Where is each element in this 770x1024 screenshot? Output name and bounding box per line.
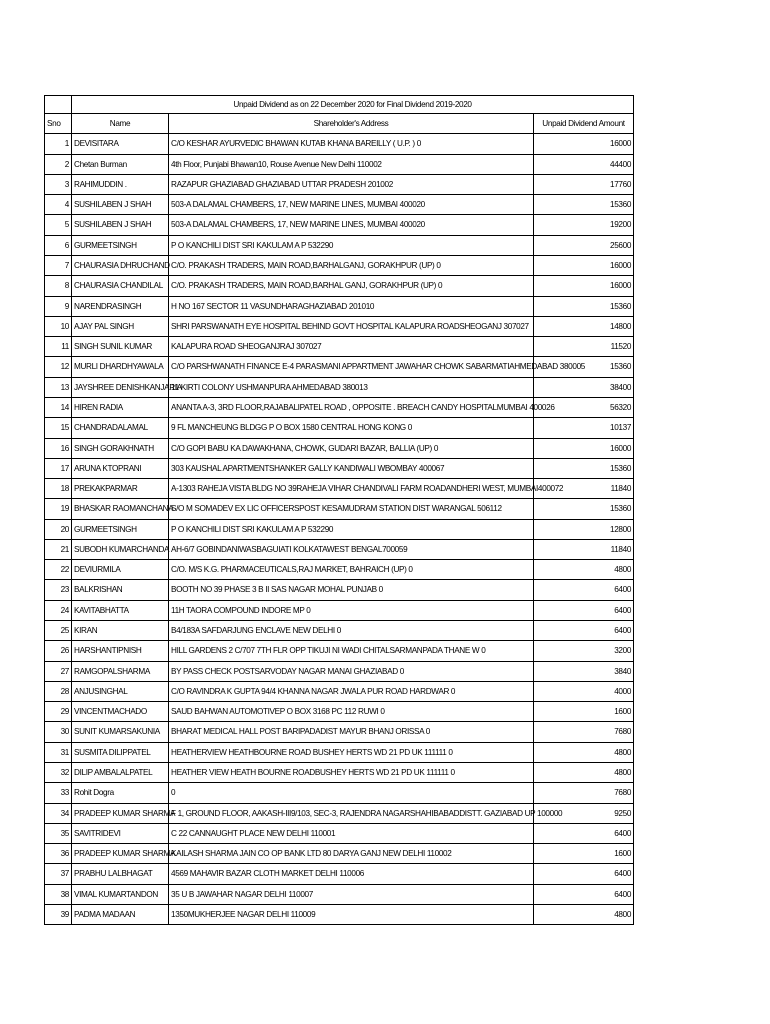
cell-name: DILIP AMBALALPATEL — [72, 763, 169, 783]
table-row — [45, 458, 634, 478]
cell-sno: 39 — [45, 904, 72, 924]
cell-sno: 24 — [45, 600, 72, 620]
header-address: Shareholder's Address — [169, 114, 534, 134]
cell-amount: 56320 — [534, 397, 634, 417]
cell-address: 0 — [169, 783, 534, 803]
table-row — [45, 580, 634, 600]
cell-name: RAHIMUDDIN . — [72, 174, 169, 194]
cell-amount: 16000 — [534, 255, 634, 275]
cell-name: VINCENTMACHADO — [72, 702, 169, 722]
cell-address: RAZAPUR GHAZIABAD GHAZIABAD UTTAR PRADESH 201002 — [169, 174, 534, 194]
cell-sno: 25 — [45, 621, 72, 641]
cell-sno: 18 — [45, 479, 72, 499]
cell-name: KIRAN — [72, 621, 169, 641]
table-row — [45, 377, 634, 397]
table-row — [45, 681, 634, 701]
cell-name: Rohit Dogra — [72, 783, 169, 803]
cell-amount: 11520 — [534, 337, 634, 357]
cell-sno: 23 — [45, 580, 72, 600]
cell-amount: 16000 — [534, 134, 634, 154]
cell-amount: 3200 — [534, 641, 634, 661]
cell-sno: 30 — [45, 722, 72, 742]
cell-name: GURMEETSINGH — [72, 235, 169, 255]
cell-name: BHASKAR RAOMANCHANA — [72, 499, 169, 519]
cell-amount: 6400 — [534, 580, 634, 600]
cell-address: BOOTH NO 39 PHASE 3 B II SAS NAGAR MOHAL PUNJAB 0 — [169, 580, 534, 600]
table-row — [45, 702, 634, 722]
cell-amount: 6400 — [534, 884, 634, 904]
cell-sno: 29 — [45, 702, 72, 722]
cell-address: C/O KESHAR AYURVEDIC BHAWAN KUTAB KHANA BAREILLY ( U.P. ) 0 — [169, 134, 534, 154]
cell-name: CHAURASIA CHANDILAL — [72, 276, 169, 296]
cell-address: 303 KAUSHAL APARTMENTSHANKER GALLY KANDIWALI WBOMBAY 400067 — [169, 458, 534, 478]
table-row — [45, 844, 634, 864]
header-sno: Sno — [45, 114, 72, 134]
cell-sno: 6 — [45, 235, 72, 255]
cell-sno: 27 — [45, 661, 72, 681]
cell-sno: 22 — [45, 560, 72, 580]
cell-amount: 44400 — [534, 154, 634, 174]
cell-name: SINGH GORAKHNATH — [72, 438, 169, 458]
cell-sno: 5 — [45, 215, 72, 235]
cell-address: C/O RAVINDRA K GUPTA 94/4 KHANNA NAGAR JWALA PUR ROAD HARDWAR 0 — [169, 681, 534, 701]
cell-amount: 4800 — [534, 763, 634, 783]
cell-amount: 6400 — [534, 621, 634, 641]
cell-address: H NO 167 SECTOR 11 VASUNDHARAGHAZIABAD 201010 — [169, 296, 534, 316]
cell-sno: 17 — [45, 458, 72, 478]
cell-name: SUSMITA DILIPPATEL — [72, 742, 169, 762]
cell-address: C 22 CANNAUGHT PLACE NEW DELHI 110001 — [169, 823, 534, 843]
cell-amount: 15360 — [534, 458, 634, 478]
table-row — [45, 337, 634, 357]
cell-amount: 10137 — [534, 418, 634, 438]
cell-name: KAVITABHATTA — [72, 600, 169, 620]
cell-sno: 38 — [45, 884, 72, 904]
cell-name: ARUNA KTOPRANI — [72, 458, 169, 478]
table-body — [45, 134, 634, 925]
cell-name: DEVISITARA — [72, 134, 169, 154]
cell-amount: 16000 — [534, 276, 634, 296]
cell-address: KAILASH SHARMA JAIN CO OP BANK LTD 80 DARYA GANJ NEW DELHI 110002 — [169, 844, 534, 864]
cell-address: 4th Floor, Punjabi Bhawan10, Rouse Avenue New Delhi 110002 — [169, 154, 534, 174]
cell-name: CHAURASIA DHRUCHAND — [72, 255, 169, 275]
cell-amount: 14800 — [534, 316, 634, 336]
cell-address: B4/183A SAFDARJUNG ENCLAVE NEW DELHI 0 — [169, 621, 534, 641]
table-row — [45, 499, 634, 519]
cell-amount: 15360 — [534, 357, 634, 377]
header-amount: Unpaid Dividend Amount — [534, 114, 634, 134]
table-row — [45, 539, 634, 559]
cell-address: P O KANCHILI DIST SRI KAKULAM A P 532290 — [169, 235, 534, 255]
cell-sno: 7 — [45, 255, 72, 275]
table-row — [45, 418, 634, 438]
cell-name: SINGH SUNIL KUMAR — [72, 337, 169, 357]
cell-address: 11H TAORA COMPOUND INDORE MP 0 — [169, 600, 534, 620]
cell-amount: 7680 — [534, 722, 634, 742]
cell-name: SUBODH KUMARCHANDA — [72, 539, 169, 559]
cell-address: 503-A DALAMAL CHAMBERS, 17, NEW MARINE LINES, MUMBAI 400020 — [169, 195, 534, 215]
cell-name: BALKRISHAN — [72, 580, 169, 600]
table-row — [45, 296, 634, 316]
table-row — [45, 823, 634, 843]
table-row — [45, 519, 634, 539]
cell-address: C/O GOPI BABU KA DAWAKHANA, CHOWK, GUDARI BAZAR, BALLIA (UP) 0 — [169, 438, 534, 458]
cell-address: C/O. PRAKASH TRADERS, MAIN ROAD,BARHALGANJ, GORAKHPUR (UP) 0 — [169, 255, 534, 275]
cell-sno: 15 — [45, 418, 72, 438]
cell-address: HEATHERVIEW HEATHBOURNE ROAD BUSHEY HERTS WD 21 PD UK 111111 0 — [169, 742, 534, 762]
cell-name: PADMA MADAAN — [72, 904, 169, 924]
cell-name: RAMGOPALSHARMA — [72, 661, 169, 681]
cell-amount: 15360 — [534, 296, 634, 316]
cell-sno: 34 — [45, 803, 72, 823]
cell-address: C/O. PRAKASH TRADERS, MAIN ROAD,BARHAL GANJ, GORAKHPUR (UP) 0 — [169, 276, 534, 296]
table-row — [45, 904, 634, 924]
dividend-table — [44, 95, 634, 925]
cell-amount: 16000 — [534, 438, 634, 458]
cell-address: AH-6/7 GOBINDANIWASBAGUIATI KOLKATAWEST BENGAL700059 — [169, 539, 534, 559]
cell-amount: 11840 — [534, 479, 634, 499]
cell-sno: 10 — [45, 316, 72, 336]
table-row — [45, 276, 634, 296]
cell-amount: 19200 — [534, 215, 634, 235]
cell-name: HIREN RADIA — [72, 397, 169, 417]
cell-address: BHARAT MEDICAL HALL POST BARIPADADIST MAYUR BHANJ ORISSA 0 — [169, 722, 534, 742]
cell-amount: 4000 — [534, 681, 634, 701]
cell-amount: 9250 — [534, 803, 634, 823]
table-row — [45, 783, 634, 803]
cell-sno: 28 — [45, 681, 72, 701]
table-row — [45, 479, 634, 499]
cell-name: PRADEEP KUMAR SHARMA — [72, 844, 169, 864]
table-row — [45, 438, 634, 458]
table-row — [45, 803, 634, 823]
cell-amount: 6400 — [534, 864, 634, 884]
cell-sno: 21 — [45, 539, 72, 559]
table-row — [45, 195, 634, 215]
cell-sno: 33 — [45, 783, 72, 803]
cell-sno: 36 — [45, 844, 72, 864]
table-row — [45, 255, 634, 275]
table-row — [45, 641, 634, 661]
cell-name: DEVIURMILA — [72, 560, 169, 580]
cell-amount: 25600 — [534, 235, 634, 255]
cell-sno: 4 — [45, 195, 72, 215]
cell-address: SAUD BAHWAN AUTOMOTIVEP O BOX 3168 PC 112 RUWI 0 — [169, 702, 534, 722]
cell-address: A-1303 RAHEJA VISTA BLDG NO 39RAHEJA VIHAR CHANDIVALI FARM ROADANDHERI WEST, MUMBAI400072 — [169, 479, 534, 499]
cell-address: SHRI PARSWANATH EYE HOSPITAL BEHIND GOVT HOSPITAL KALAPURA ROADSHEOGANJ 307027 — [169, 316, 534, 336]
cell-name: MURLI DHARDHYAWALA — [72, 357, 169, 377]
cell-address: HILL GARDENS 2 C/707 7TH FLR OPP TIKUJI NI WADI CHITALSARMANPADA THANE W 0 — [169, 641, 534, 661]
cell-amount: 12800 — [534, 519, 634, 539]
cell-amount: 6400 — [534, 600, 634, 620]
cell-amount: 4800 — [534, 742, 634, 762]
cell-name: PRABHU LALBHAGAT — [72, 864, 169, 884]
cell-address: 4569 MAHAVIR BAZAR CLOTH MARKET DELHI 110006 — [169, 864, 534, 884]
table-row — [45, 235, 634, 255]
cell-address: F 1, GROUND FLOOR, AAKASH-III9/103, SEC-3, RAJENDRA NAGARSHAHIBABADDISTT. GAZIABAD UP 100000 — [169, 803, 534, 823]
table-row — [45, 884, 634, 904]
cell-sno: 3 — [45, 174, 72, 194]
cell-name: SUNIT KUMARSAKUNIA — [72, 722, 169, 742]
cell-sno: 26 — [45, 641, 72, 661]
table-row — [45, 134, 634, 154]
cell-address: C/O PARSHWANATH FINANCE E-4 PARASMANI APPARTMENT JAWAHAR CHOWK SABARMATIAHMEDABAD 380005 — [169, 357, 534, 377]
cell-sno: 12 — [45, 357, 72, 377]
table-row — [45, 621, 634, 641]
table-row — [45, 742, 634, 762]
cell-name: VIMAL KUMARTANDON — [72, 884, 169, 904]
cell-name: ANJUSINGHAL — [72, 681, 169, 701]
cell-sno: 8 — [45, 276, 72, 296]
cell-name: CHANDRADALAMAL — [72, 418, 169, 438]
cell-amount: 1600 — [534, 844, 634, 864]
cell-amount: 1600 — [534, 702, 634, 722]
cell-address: BY PASS CHECK POSTSARVODAY NAGAR MANAI GHAZIABAD 0 — [169, 661, 534, 681]
table-row — [45, 722, 634, 742]
cell-name: PREKAKPARMAR — [72, 479, 169, 499]
cell-name: GURMEETSINGH — [72, 519, 169, 539]
cell-name: Chetan Burman — [72, 154, 169, 174]
cell-name: SUSHILABEN J SHAH — [72, 195, 169, 215]
table-row — [45, 154, 634, 174]
cell-name: AJAY PAL SINGH — [72, 316, 169, 336]
cell-address: HEATHER VIEW HEATH BOURNE ROADBUSHEY HERTS WD 21 PD UK 111111 0 — [169, 763, 534, 783]
cell-amount: 15360 — [534, 499, 634, 519]
table-row — [45, 864, 634, 884]
cell-amount: 7680 — [534, 783, 634, 803]
cell-sno: 1 — [45, 134, 72, 154]
cell-address: ANANTA A-3, 3RD FLOOR,RAJABALIPATEL ROAD , OPPOSITE . BREACH CANDY HOSPITALMUMBAI 400026 — [169, 397, 534, 417]
cell-sno: 11 — [45, 337, 72, 357]
table-row — [45, 174, 634, 194]
cell-sno: 2 — [45, 154, 72, 174]
cell-amount: 11840 — [534, 539, 634, 559]
title-spacer — [45, 96, 72, 114]
cell-amount: 6400 — [534, 823, 634, 843]
sheet-title: Unpaid Dividend as on 22 December 2020 for Final Dividend 2019-2020 — [72, 96, 634, 114]
cell-address: C/O. M/S K.G. PHARMACEUTICALS,RAJ MARKET, BAHRAICH (UP) 0 — [169, 560, 534, 580]
cell-address: P O KANCHILI DIST SRI KAKULAM A P 532290 — [169, 519, 534, 539]
cell-name: SAVITRIDEVI — [72, 823, 169, 843]
cell-address: S/O M SOMADEV EX LIC OFFICERSPOST KESAMUDRAM STATION DIST WARANGAL 506112 — [169, 499, 534, 519]
cell-sno: 16 — [45, 438, 72, 458]
header-name: Name — [72, 114, 169, 134]
cell-amount: 3840 — [534, 661, 634, 681]
cell-address: KALAPURA ROAD SHEOGANJRAJ 307027 — [169, 337, 534, 357]
cell-sno: 37 — [45, 864, 72, 884]
cell-amount: 38400 — [534, 377, 634, 397]
table-row — [45, 397, 634, 417]
cell-sno: 13 — [45, 377, 72, 397]
cell-amount: 17760 — [534, 174, 634, 194]
cell-address: 503-A DALAMAL CHAMBERS, 17, NEW MARINE LINES, MUMBAI 400020 — [169, 215, 534, 235]
cell-address: 35 U B JAWAHAR NAGAR DELHI 110007 — [169, 884, 534, 904]
cell-sno: 32 — [45, 763, 72, 783]
cell-sno: 35 — [45, 823, 72, 843]
cell-sno: 31 — [45, 742, 72, 762]
cell-name: PRADEEP KUMAR SHARMA — [72, 803, 169, 823]
cell-name: JAYSHREE DENISHKANJARIA — [72, 377, 169, 397]
table-row — [45, 215, 634, 235]
title-row — [45, 96, 634, 114]
table-row — [45, 600, 634, 620]
cell-name: SUSHILABEN J SHAH — [72, 215, 169, 235]
cell-sno: 14 — [45, 397, 72, 417]
table-row — [45, 560, 634, 580]
table-row — [45, 763, 634, 783]
table-row — [45, 357, 634, 377]
table-row — [45, 316, 634, 336]
cell-sno: 19 — [45, 499, 72, 519]
cell-sno: 9 — [45, 296, 72, 316]
cell-amount: 15360 — [534, 195, 634, 215]
cell-sno: 20 — [45, 519, 72, 539]
header-row — [45, 114, 634, 134]
cell-address: 1350MUKHERJEE NAGAR DELHI 110009 — [169, 904, 534, 924]
cell-address: 9 FL MANCHEUNG BLDGG P O BOX 1580 CENTRAL HONG KONG 0 — [169, 418, 534, 438]
dividend-sheet — [44, 95, 633, 925]
cell-name: NARENDRASINGH — [72, 296, 169, 316]
cell-address: 11 KIRTI COLONY USHMANPURA AHMEDABAD 380013 — [169, 377, 534, 397]
table-row — [45, 661, 634, 681]
cell-amount: 4800 — [534, 560, 634, 580]
cell-amount: 4800 — [534, 904, 634, 924]
cell-name: HARSHANTIPNISH — [72, 641, 169, 661]
